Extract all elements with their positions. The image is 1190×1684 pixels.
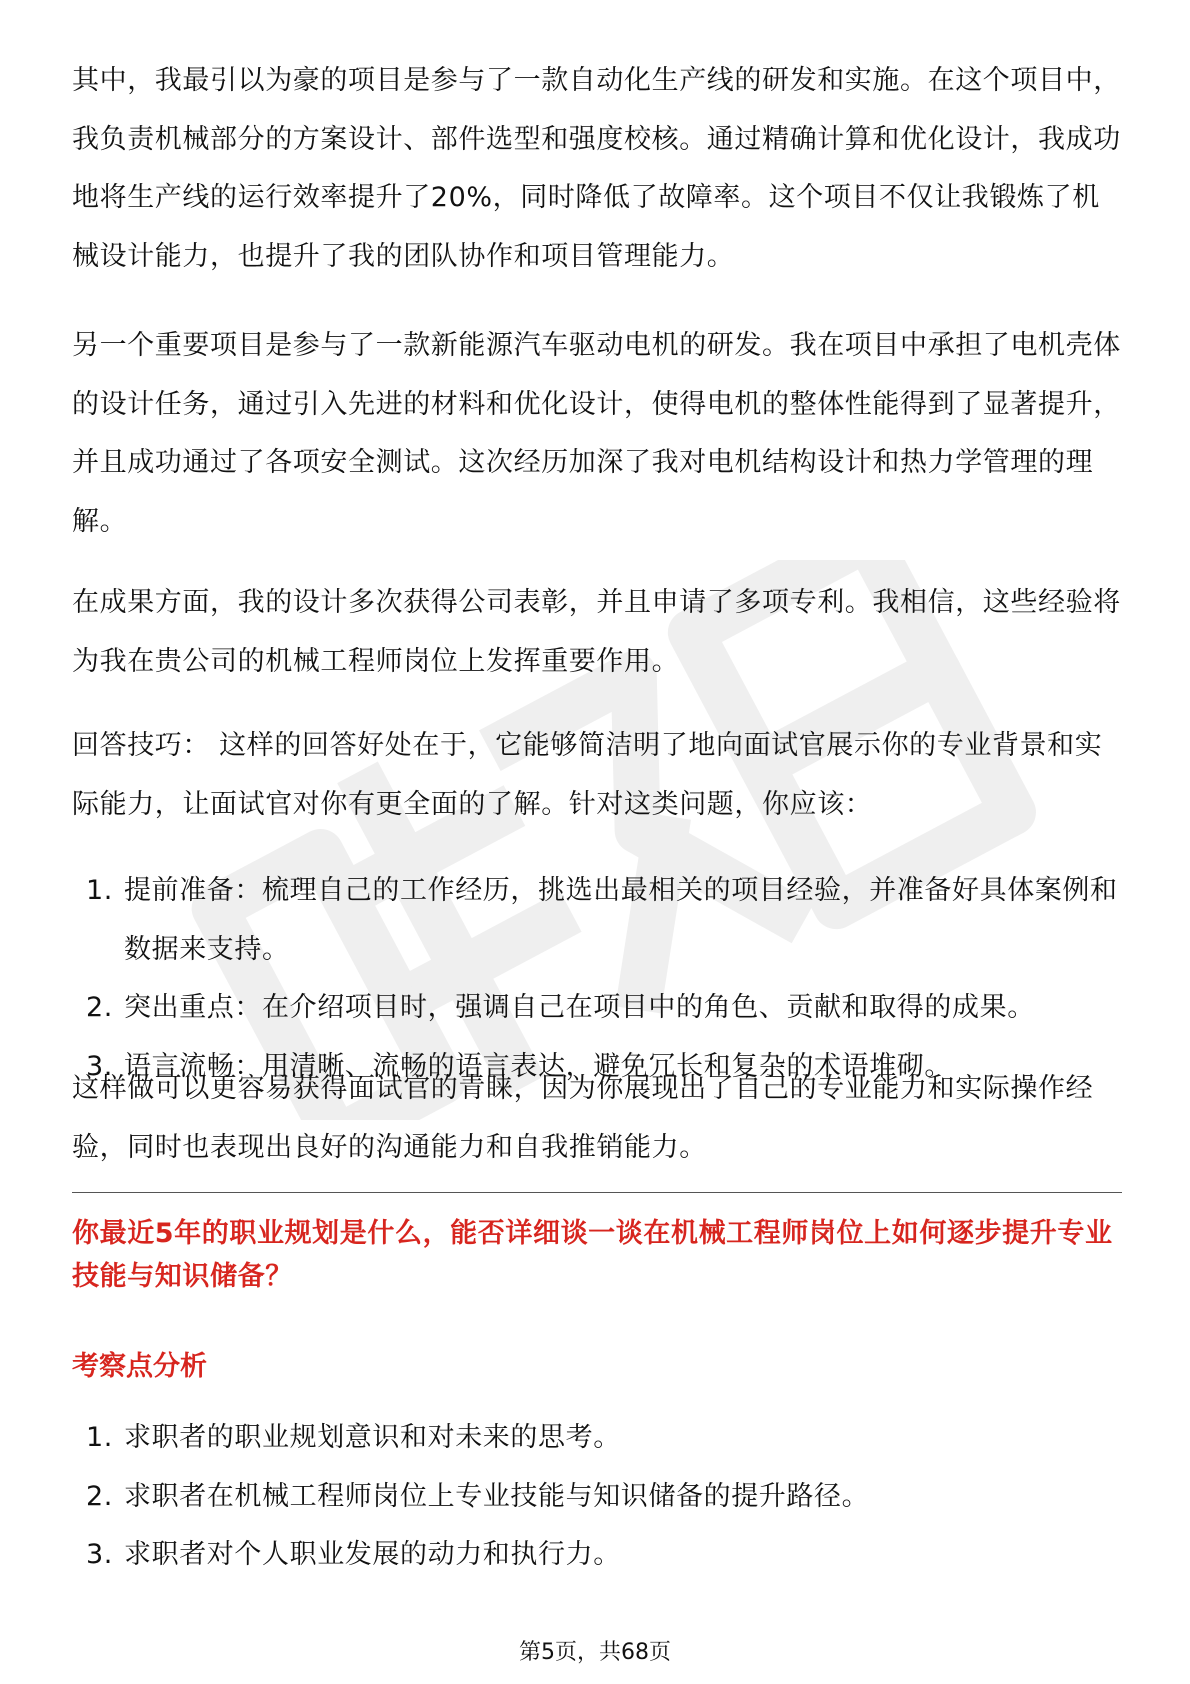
paragraph-project-automation: 其中，我最引以为豪的项目是参与了一款自动化生产线的研发和实施。在这个项目中，我负责机械部分的方案设计、部件选型和强度校核。通过精确计算和优化设计，我成功地将生产线的运行效率提升了20%，同时降低了故障率。这个项目不仅让我锻炼了机械设计能力，也提升了我的团队协作和项目管理能力。 [72, 65, 1121, 272]
list-item [72, 1526, 1122, 1585]
list-item-text: 求职者的职业规划意识和对未来的思考。 [124, 1422, 621, 1453]
list-item-number: 3. [86, 1050, 113, 1082]
analysis-list [72, 1409, 1122, 1585]
list-item-text: 语言流畅：用清晰、流畅的语言表达，避免冗长和复杂的术语堆砌。 [124, 1050, 952, 1082]
analysis-heading: 考察点分析 [72, 1351, 207, 1382]
paragraph-project-motor: 另一个重要项目是参与了一款新能源汽车驱动电机的研发。我在项目中承担了电机壳体的设计任务，通过引入先进的材料和优化设计，使得电机的整体性能得到了显著提升，并且成功通过了各项安全测试。这次经历加深了我对电机结构设计和热力学管理的理解。 [72, 330, 1121, 537]
list-item-number: 3. [86, 1539, 113, 1570]
paragraph-conclusion: 这样做可以更容易获得面试官的青睐，因为你展现出了自己的专业能力和实际操作经验，同时也表现出良好的沟通能力和自我推销能力。 [72, 1073, 1094, 1163]
list-item-text: 求职者对个人职业发展的动力和执行力。 [124, 1539, 621, 1570]
paragraph-achievements: 在成果方面，我的设计多次获得公司表彰，并且申请了多项专利。我相信，这些经验将为我在贵公司的机械工程师岗位上发挥重要作用。 [72, 587, 1121, 677]
list-item [72, 1409, 1122, 1468]
list-item-number: 2. [86, 1480, 113, 1512]
list-item [72, 862, 1122, 979]
list-item-text: 突出重点：在介绍项目时，强调自己在项目中的角色、贡献和取得的成果。 [124, 992, 1035, 1023]
list-item-number: 1. [86, 1422, 113, 1453]
list-item-number: 2. [86, 992, 113, 1023]
list-item [72, 1468, 1122, 1527]
list-item [72, 979, 1122, 1038]
page-number: 第5页，共68页 [519, 1640, 671, 1665]
paragraph-answer-tips: 回答技巧： 这样的回答好处在于，它能够简洁明了地向面试官展示你的专业背景和实际能力，让面试官对你有更全面的了解。针对这类问题，你应该： [72, 730, 1103, 820]
interview-question: 你最近5年的职业规划是什么，能否详细谈一谈在机械工程师岗位上如何逐步提升专业技能与知识储备？ [72, 1218, 1113, 1292]
section-divider [72, 1192, 1122, 1193]
list-item-number: 1. [86, 875, 113, 906]
list-item-text: 提前准备：梳理自己的工作经历，挑选出最相关的项目经验，并准备好具体案例和数据来支持。 [124, 875, 1118, 965]
list-item-text: 求职者在机械工程师岗位上专业技能与知识储备的提升路径。 [124, 1480, 870, 1512]
